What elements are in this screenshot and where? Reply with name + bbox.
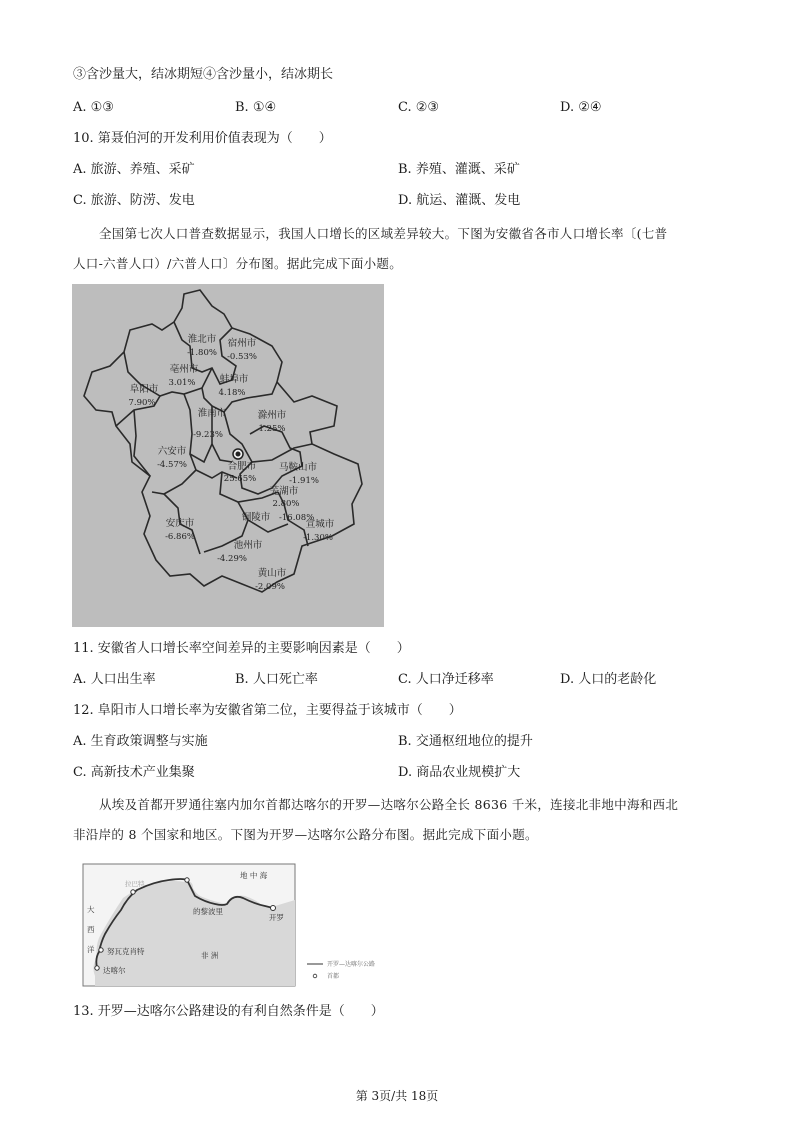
- rate-fuyang: 7.90%: [128, 398, 156, 408]
- rate-huaibei: -1.80%: [187, 348, 217, 358]
- anhui-map-svg: [72, 284, 384, 627]
- label-africa: 非 洲: [201, 951, 219, 960]
- rate-chuzhou: 1.25%: [258, 424, 286, 434]
- rate-anqing: -6.86%: [165, 532, 195, 542]
- label-atlantic-2: 西: [87, 925, 95, 934]
- q9-option-c: C. ②③: [398, 100, 440, 115]
- city-anqing: 安庆市: [165, 518, 195, 529]
- passage-cairo-dakar-line1: 从埃及首都开罗通往塞内加尔首都达喀尔的开罗—达喀尔公路全长 8636 千米，连接北非地中海和西北: [99, 797, 679, 812]
- city-wuhu: 芜湖市: [269, 486, 299, 497]
- q12-stem: 12. 阜阳市人口增长率为安徽省第二位，主要得益于该城市（ ）: [73, 703, 462, 718]
- label-mediterranean: 地 中 海: [240, 871, 268, 880]
- q11-option-a: A. 人口出生率: [73, 672, 156, 687]
- city-chizhou: 池州市: [233, 540, 263, 551]
- cairo-dakar-road-map: [75, 858, 395, 988]
- city-luan: 六安市: [157, 446, 187, 457]
- q9-option-d: D. ②④: [560, 100, 602, 115]
- q9-statement-line: ③含沙量大，结冰期短④含沙量小，结冰期长: [73, 67, 334, 82]
- q11-option-b: B. 人口死亡率: [235, 672, 318, 687]
- rate-chizhou: -4.29%: [217, 554, 247, 564]
- q10-option-d: D. 航运、灌溉、发电: [398, 193, 521, 208]
- legend-road-label: 开罗—达喀尔公路: [327, 961, 376, 968]
- rate-huangshan: -2.09%: [255, 582, 285, 592]
- anhui-population-map: [72, 284, 384, 627]
- label-atlantic-3: 洋: [87, 945, 95, 954]
- passage-anhui: [73, 219, 723, 279]
- map-legend: [307, 960, 375, 980]
- q12-option-a: A. 生育政策调整与实施: [73, 734, 208, 749]
- passage-cairo-dakar-line2: 非沿岸的 8 个国家和地区。下图为开罗—达喀尔公路分布图。据此完成下面小题。: [73, 827, 538, 842]
- city-huainan: 淮南市: [197, 408, 227, 419]
- rate-luan: -4.57%: [157, 460, 187, 470]
- city-tongling: 铜陵市: [241, 512, 271, 523]
- q10-option-b: B. 养殖、灌溉、采矿: [398, 162, 520, 177]
- passage-anhui-line1: 全国第七次人口普查数据显示，我国人口增长的区域差异较大。下图为安徽省各市人口增长率〔(七普: [99, 226, 668, 241]
- passage-anhui-line2: 人口-六普人口）/六普人口〕分布图。据此完成下面小题。: [73, 256, 403, 271]
- page-number: 第 3页/共 18页: [355, 1089, 439, 1103]
- q13-stem: 13. 开罗—达喀尔公路建设的有利自然条件是（ ）: [73, 1004, 384, 1019]
- city-maanshan: 马鞍山市: [278, 462, 318, 473]
- q9-option-b: B. ①④: [235, 100, 277, 115]
- label-nouakchott: 努瓦克肖特: [107, 947, 145, 956]
- rate-wuhu: 2.80%: [272, 499, 300, 509]
- rate-bengbu: 4.18%: [218, 388, 246, 398]
- label-cairo: 开罗: [269, 913, 284, 922]
- q12-option-b: B. 交通枢纽地位的提升: [398, 734, 533, 749]
- label-tripoli: 的黎波里: [193, 907, 223, 916]
- rate-tongling: -16.08%: [279, 513, 315, 523]
- q10-stem: 10. 第聂伯河的开发利用价值表现为（ ）: [73, 131, 332, 146]
- city-xuancheng: 宣城市: [305, 519, 335, 530]
- city-chuzhou: 滁州市: [257, 410, 287, 421]
- city-fuyang: 阜阳市: [129, 384, 159, 395]
- q9-option-a: A. ①③: [73, 100, 114, 115]
- city-huaibei: 淮北市: [187, 334, 217, 345]
- q11-stem: 11. 安徽省人口增长率空间差异的主要影响因素是（ ）: [73, 641, 410, 656]
- label-rabat: 拉巴特: [125, 880, 145, 888]
- q11-option-c: C. 人口净迁移率: [398, 672, 494, 687]
- q12-option-c: C. 高新技术产业集聚: [73, 765, 195, 780]
- city-suzhou: 宿州市: [227, 338, 257, 349]
- rate-bozhou: 3.01%: [168, 378, 196, 388]
- legend-capital-icon: [313, 974, 317, 978]
- rate-suzhou: -0.53%: [227, 352, 257, 362]
- q12-option-d: D. 商品农业规模扩大: [398, 765, 521, 780]
- city-huangshan: 黄山市: [257, 568, 287, 579]
- capital-marker-icon: [233, 449, 243, 459]
- cairo-dakar-map-svg: [75, 858, 395, 988]
- city-hefei: 合肥市: [227, 461, 257, 472]
- label-atlantic-1: 大: [87, 905, 95, 914]
- q11-option-d: D. 人口的老龄化: [560, 672, 657, 687]
- rate-maanshan: -1.91%: [289, 476, 319, 486]
- rate-hefei: 25.65%: [223, 474, 257, 484]
- rate-huainan: -9.23%: [193, 430, 223, 440]
- q10-option-a: A. 旅游、养殖、采矿: [73, 162, 195, 177]
- legend-capital-label: 首都: [327, 973, 340, 980]
- label-dakar: 达喀尔: [103, 966, 126, 975]
- city-bengbu: 蚌埠市: [219, 374, 249, 385]
- q10-option-c: C. 旅游、防涝、发电: [73, 193, 195, 208]
- rate-xuancheng: -1.30%: [303, 533, 333, 543]
- city-bozhou: 亳州市: [169, 364, 199, 375]
- passage-cairo-dakar: [73, 790, 723, 850]
